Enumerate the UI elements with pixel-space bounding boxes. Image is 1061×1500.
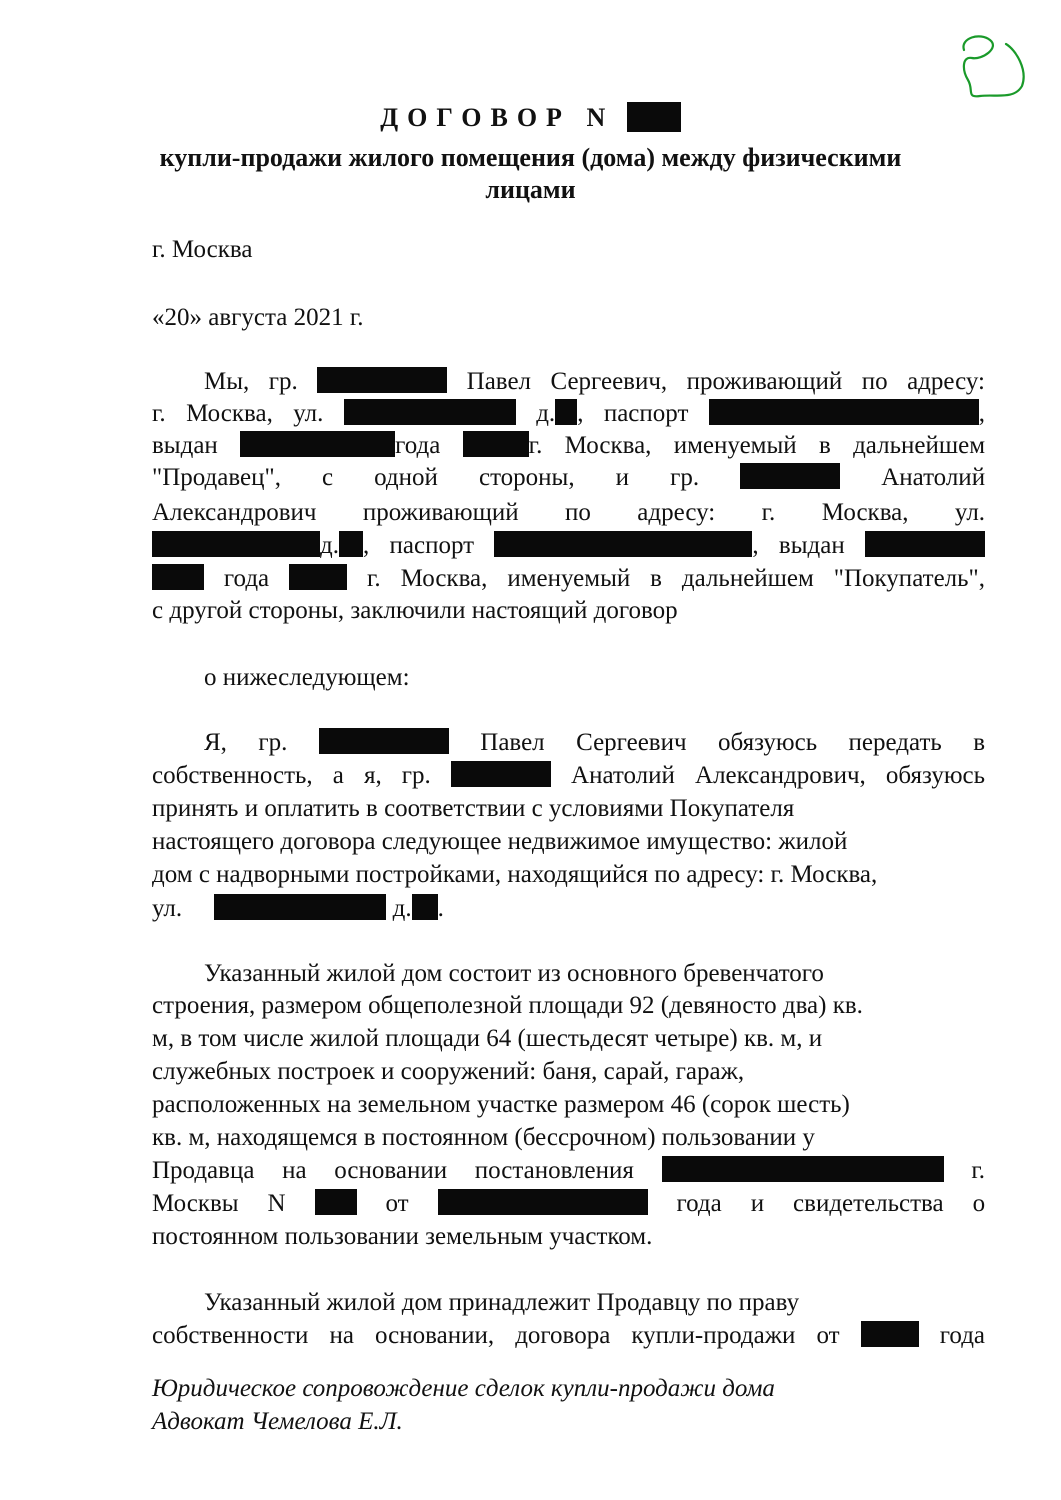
- paragraph-line: собственность, а я, гр. Анатолий Александрович, обязуюсь: [152, 762, 985, 789]
- redaction: [152, 564, 204, 590]
- contract-city: г. Москва: [152, 236, 253, 263]
- paragraph-line: Москвы N от года и свидетельства о: [152, 1190, 986, 1217]
- redaction: [861, 1321, 919, 1347]
- handwritten-signature: [950, 30, 1030, 105]
- redaction: [494, 531, 752, 557]
- redaction: [865, 531, 985, 557]
- preamble-line: года г. Москва, именуемый в дальнейшем "Покупатель",: [152, 563, 985, 595]
- redaction: [339, 531, 363, 557]
- paragraph-line: Продавца на основании постановления г.: [152, 1157, 986, 1184]
- redaction: [438, 1189, 648, 1215]
- paragraph-line: ул. д. .: [152, 895, 444, 922]
- redaction: [315, 1189, 357, 1215]
- paragraph-line: постоянном пользовании земельным участком.: [152, 1223, 653, 1250]
- contract-subtitle: купли-продажи жилого помещения (дома) между физическими: [159, 143, 902, 172]
- preamble-line: с другой стороны, заключили настоящий договор: [152, 597, 678, 624]
- contract-title: ДОГОВОР N: [0, 101, 1061, 135]
- redaction: [627, 102, 681, 132]
- paragraph-line: м, в том числе жилой площади 64 (шестьдесят четыре) кв. м, и: [152, 1025, 823, 1052]
- redaction: [662, 1156, 944, 1182]
- paragraph-line: Я, гр. Павел Сергеевич обязуюсь передать в: [204, 729, 986, 756]
- footer-note: Юридическое сопровождение сделок купли-продажи дома: [152, 1375, 775, 1402]
- redaction: [709, 399, 979, 425]
- contract-date: «20» августа 2021 г.: [152, 304, 364, 331]
- redaction: [289, 564, 347, 590]
- preamble-line: д. , паспорт , выдан: [152, 530, 985, 562]
- contract-subtitle-cont: лицами: [485, 175, 576, 204]
- paragraph-line: строения, размером общеполезной площади 92 (девяносто два) кв.: [152, 992, 863, 1019]
- paragraph-line: расположенных на земельном участке размером 46 (сорок шесть): [152, 1091, 850, 1118]
- redaction: [451, 761, 551, 787]
- paragraph-line: Указанный жилой дом принадлежит Продавцу по праву: [204, 1289, 800, 1316]
- redaction: [317, 367, 447, 393]
- preamble-line: Александрович проживающий по адресу: г. Москва, ул.: [152, 499, 986, 526]
- redaction: [214, 894, 386, 920]
- redaction: [740, 463, 840, 489]
- preamble-line: выдан года г. Москва, именуемый в дальнейшем: [152, 432, 986, 459]
- paragraph-line: собственности на основании, договора купли-продажи от года: [152, 1322, 986, 1349]
- redaction: [412, 894, 438, 920]
- paragraph-line: настоящего договора следующее недвижимое имущество: жилой: [152, 828, 848, 855]
- redaction: [463, 431, 529, 457]
- preamble-line: г. Москва, ул. д. , паспорт ,: [152, 400, 986, 427]
- preamble-line: Мы, гр. Павел Сергеевич, проживающий по адресу:: [204, 368, 985, 395]
- redaction: [152, 531, 320, 557]
- redaction: [555, 399, 577, 425]
- redaction: [319, 728, 449, 754]
- paragraph-line: принять и оплатить в соответствии с условиями Покупателя: [152, 795, 795, 822]
- footer-author: Адвокат Чемелова Е.Л.: [152, 1408, 403, 1435]
- preamble-line: о нижеследующем:: [204, 664, 410, 691]
- paragraph-line: кв. м, находящемся в постоянном (бессрочном) пользовании у: [152, 1124, 815, 1151]
- preamble-line: "Продавец", с одной стороны, и гр. Анатолий: [152, 464, 986, 491]
- redaction: [344, 399, 516, 425]
- redaction: [240, 431, 395, 457]
- paragraph-line: служебных построек и сооружений: баня, сарай, гараж,: [152, 1058, 745, 1085]
- paragraph-line: Указанный жилой дом состоит из основного бревенчатого: [204, 960, 824, 987]
- paragraph-line: дом с надворными постройками, находящийся по адресу: г. Москва,: [152, 861, 878, 888]
